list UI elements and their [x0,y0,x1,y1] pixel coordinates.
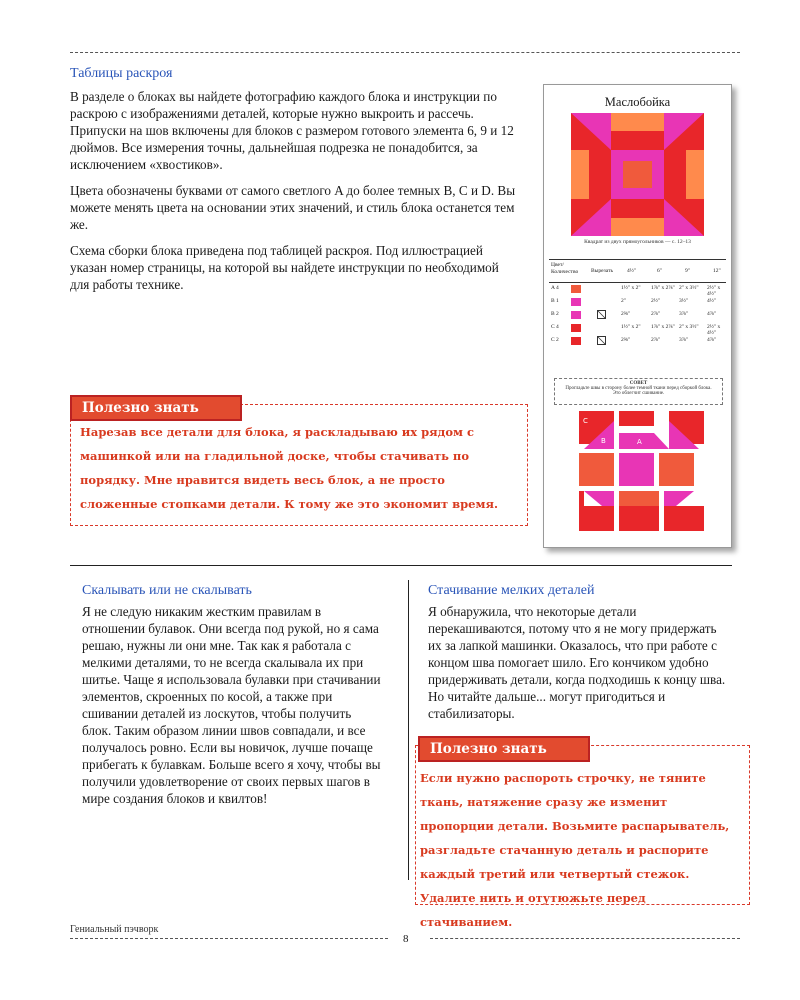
table-cell: 1½" x 2" [621,285,641,291]
cutting-table [549,259,726,348]
label-b: B [601,437,606,445]
table-header [549,259,726,283]
table-row [549,283,726,296]
table-cell: 2" [621,298,626,304]
table-cell: 2" x 3½" [679,285,699,291]
color-swatch [571,298,581,306]
row-code: A 4 [551,285,559,291]
col-header: Вырезать [591,268,614,274]
table-cell: 2½" x 4½" [707,285,721,297]
footer-divider [430,938,740,939]
color-swatch [571,337,581,345]
tip-text: Нарезав все детали для блока, я раскладываю их рядом с машинкой или на гладильной доске, чтобы стачивать по порядку. Мне нравится видеть весь блок, а не просто сложенные стопками детали. К тому же это экономит время. [80,425,498,511]
col-header: 9" [685,268,690,274]
block-caption: Квадрат из двух прямоугольников — с. 12–13 [584,239,691,245]
label-c: C [583,417,588,425]
table-cell: 2⅞" [651,311,661,317]
triangle-cut-icon [597,336,606,345]
table-cell: 3⅞" [679,337,689,343]
table-cell: 2⅜" [621,311,631,317]
table-cell: 1⅞" x 2⅞" [651,285,675,291]
top-divider [70,52,740,53]
page-number: 8 [403,933,409,945]
table-cell: 4⅞" [707,311,717,317]
section-heading-cutting-tables: Таблицы раскроя [70,66,173,81]
table-cell: 2½" [651,298,661,304]
col-header: Цвет/ Количество [551,262,579,275]
advice-title: СОВЕТ [629,381,648,386]
section-heading-pinning: Скалывать или не скалывать [82,583,252,598]
color-swatch [571,324,581,332]
col-header: 12" [713,268,721,274]
table-row [549,322,726,335]
table-row [549,296,726,309]
row-code: B 2 [551,311,559,317]
paragraph: В разделе о блоках вы найдете фотографию каждого блока и инструкции по раскрою с изображениями деталей, которые нужно выкроить и рассечь. Припуски на шов включены для блоков с размером готового элемента 6, 9 и 12 дюймов. Все измерения точны, дальнейшая подрезка не понадобится, за исключением «хвостиков». [70,89,514,172]
label-a: A [637,438,642,446]
footer-divider [70,938,388,939]
table-cell: 2" x 3½" [679,324,699,330]
advice-text: Прогладьте швы в сторону более темной ткани перед сборкой блока. Это облегчит сшивание. [565,386,712,396]
color-swatch [571,311,581,319]
tip-text: Если нужно распороть строчку, не тяните ткань, натяжение сразу же изменит пропорции детали. Возьмите распарыватель, разгладьте стачанную деталь и распорите каждый третий или четвертый стежок. Удалите нить и отутюжьте перед стачиванием. [420,771,730,929]
section-divider [70,565,732,566]
table-cell: 1½" x 2" [621,324,641,330]
footer-title: Гениальный пэчворк [70,924,159,935]
section-body-pinning: Я не следую никаким жестким правилам в отношении булавок. Они всегда под рукой, но я сама решаю, нужны ли они мне. Так как я работала с мелкими деталями, то не всегда скалывала их при шитье. Чаще я использовала булавки при стачивании элементов, скроенных по косой, а также при сшивании деталей из лоскутов, чтобы получить блок. Таким образом линии швов совпадали, и все получалось ровно. Если вы новичок, лучше почаще прибегать к булавкам. Больше всего я хочу, чтобы вы получили удовлетворение от своих первых шагов в мире создания блоков и квилтов! [82,604,381,806]
row-code: B 1 [551,298,559,304]
table-cell: 4⅞" [707,337,717,343]
table-cell: 3⅞" [679,311,689,317]
row-code: C 2 [551,337,559,343]
section-body-small-pieces: Я обнаружила, что некоторые детали перекашиваются, потому что я не могу придержать их за лапкой машинки. Оказалось, что при работе с концом шва помогает шило. Его кончиком удобно придерживать детали, когда подходишь к концу шва. Но читайте дальше... могут пригодиться и стабилизаторы. [428,604,726,721]
col-header: 6" [657,268,662,274]
assembly-diagram [579,411,704,531]
table-row [549,335,726,348]
block-card [543,84,732,548]
col-header: 4½" [627,268,637,274]
section-heading-small-pieces: Стачивание мелких деталей [428,583,595,598]
table-row [549,309,726,322]
column-divider [408,580,409,880]
paragraph: Схема сборки блока приведена под таблицей раскроя. Под иллюстрацией указан номер страницы, на которой вы найдете инструкции по необходимой для работы технике. [70,243,499,292]
row-code: C 4 [551,324,559,330]
color-swatch [571,285,581,293]
tip-label: Полезно знать [70,395,242,421]
block-photo [571,113,704,236]
advice-box [554,378,723,405]
block-title: Маслобойка [604,95,671,109]
table-cell: 2½" x 4½" [707,324,721,336]
table-cell: 3½" [679,298,689,304]
table-cell: 4½" [707,298,717,304]
section-body-cutting-tables [70,88,520,302]
table-cell: 2⅞" [651,337,661,343]
table-cell: 2⅜" [621,337,631,343]
paragraph: Цвета обозначены буквами от самого светлого A до более темных B, C и D. Вы можете менять цвета на основании этих значений, и стиль блока останется тем же. [70,183,516,232]
table-cell: 1⅞" x 2⅞" [651,324,675,330]
triangle-cut-icon [597,310,606,319]
tip-label: Полезно знать [418,736,590,762]
